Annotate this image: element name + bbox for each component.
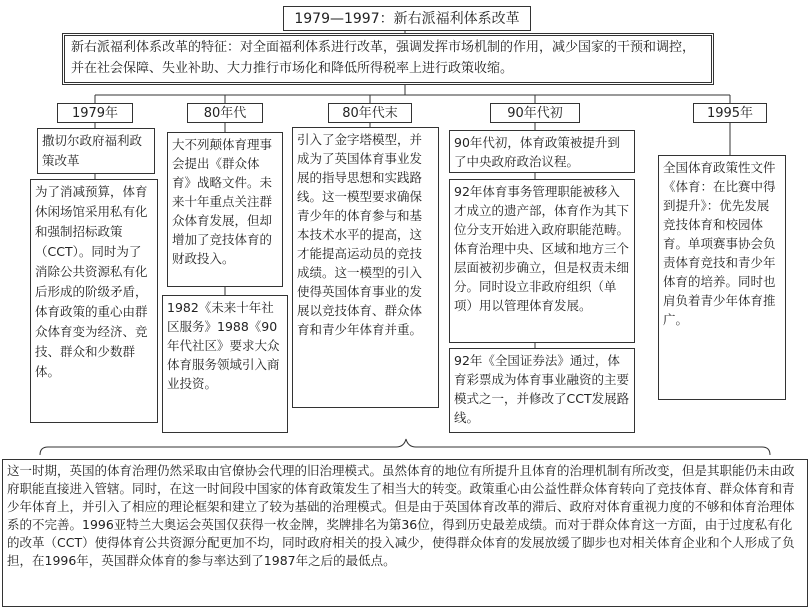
period-label-1995: 1995年: [693, 103, 767, 123]
early-90s-box-c: 92年《全国证券法》通过，体育彩票成为体育事业融资的主要模式之一，并修改了CCT发展路线。: [449, 348, 635, 433]
early-90s-box-a: 90年代初，体育政策被提升到了中央政府政治议程。: [449, 130, 635, 173]
period-label-early-90s: 90年代初: [490, 103, 580, 123]
eighties-council-box: 大不列颠体育理事会提出《群众体育》战略文件。未来十年重点关注群众体育发展，但却增加了竞技体育的财政投入。: [167, 132, 283, 287]
thatcher-title-box: 撒切尔政府福利政策改革: [37, 128, 155, 174]
late-80s-box: 引入了金字塔模型，并成为了英国体育事业发展的指导思想和实践路线。这一模型要求确保青少年的体育参与和基本技术水平的提高，这才能提高运动员的竞技成绩。这一模型的引入使得英国体育事业的发展以竞技体育、群众体育和青少年体育并重。: [292, 127, 439, 408]
period-label-1979: 1979年: [57, 103, 133, 123]
summary-box: 新右派福利体系改革的特征：对全面福利体系进行改革，强调发挥市场机制的作用，减少国家的干预和调控，并在社会保障、失业补助、大力推行市场化和降低所得税率上进行政策收缩。: [62, 33, 714, 85]
period-label-80s: 80年代: [187, 103, 263, 123]
conclusion-box: 这一时期，英国的体育治理仍然采取由官僚协会代理的旧治理模式。虽然体育的地位有所提升且体育的治理机制有所改变，但是其职能仍未由政府职能直接进入管辖。同时，在这一时间段中国家的体育政策发生了相当大的转变。政策重心由公益性群众体育转向了竞技体育、群众体育和青少年体育上，并引入了相应的理论框架和建立了较为基础的治理模式。但是由于英国体育改革的滞后、政府对体育重视力度的不够和体育治理体系的不完善。1996亚特兰大奥运会英国仅获得一枚金牌，奖牌排名为第36位，得到历史最差成绩。而对于群众体育这一方面，由于过度私有化的改革（CCT）使得体育公共资源分配更加不均，同时政府相关的投入减少，使得群众体育的发展放缓了脚步也对相关体育企业和个人形成了负担，在1996年，英国群众体育的参与率达到了1987年之后的最低点。: [2, 459, 808, 607]
period-label-late-80s: 80年代末: [328, 103, 412, 123]
page-title: 1979—1997：新右派福利体系改革: [283, 6, 531, 31]
thatcher-detail-box: 为了消减预算，体育休闲场馆采用私有化和强制招标政策（CCT）。同时为了消除公共资源私有化后形成的阶级矛盾，体育政策的重心由群众体育变为经济、竞技、群众和少数群体。: [30, 179, 158, 423]
early-90s-box-b: 92年体育事务管理职能被移入才成立的遗产部，体育作为其下位分支开始进入政府职能范畴。体育治理中央、区域和地方三个层面被初步确立，但是权责未细分。同时设立非政府组织（单项）用以管理体育发展。: [449, 179, 635, 343]
year-1995-box: 全国体育政策性文件《体育：在比赛中得到提升》：优先发展竞技体育和校园体育。单项赛事协会负责体育竞技和青少年体育的培养。同时也肩负着青少年体育推广。: [658, 155, 786, 400]
eighties-docs-box: 1982《未来十年社区服务》1988《90年代社区》要求大众体育服务领域引入商业投资。: [162, 295, 288, 433]
